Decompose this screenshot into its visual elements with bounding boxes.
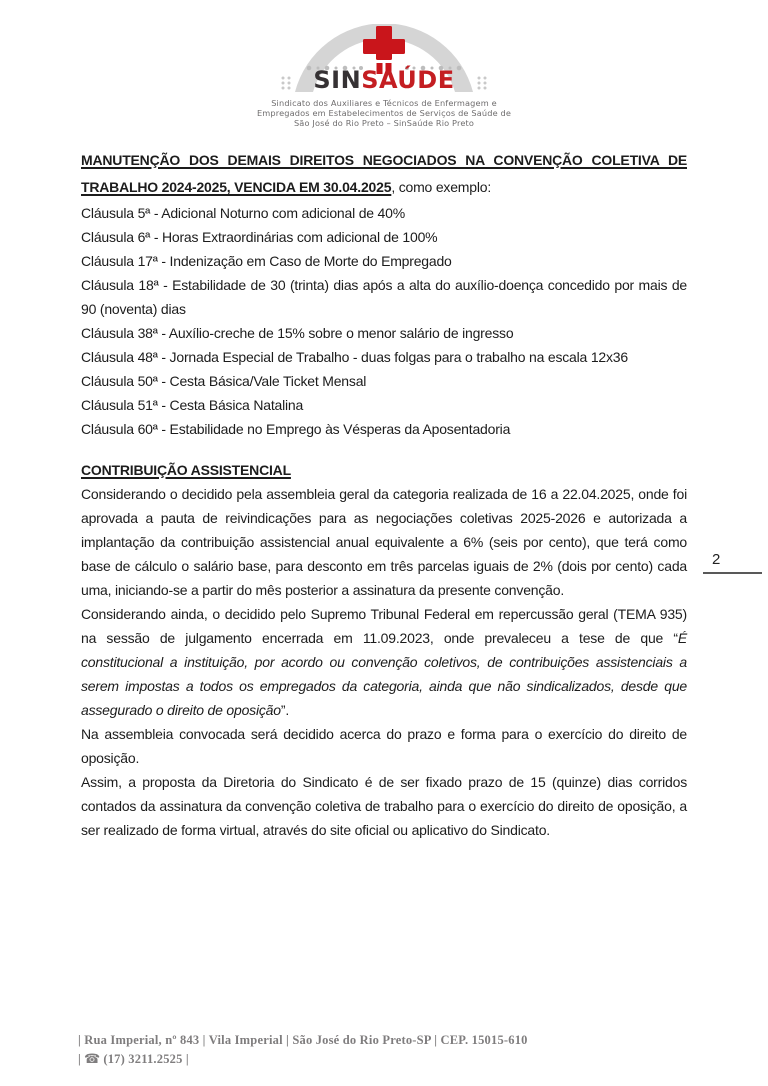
- paragraph-assembleia: Considerando o decidido pela assembleia geral da categoria realizada de 16 a 22.04.2025, onde foi aprovada a pauta de reivindicações para as negociações coletivas 2025-2026 e autorizada a implantação da contribuição assistencial anual equivalente a 6% (seis por cento), que terá como base de cálculo o salário base, para desconto em três parcelas iguais de 2% (dois por cento) cada uma, iniciando-se a partir do mês posterior a assinatura da presente convenção.: [81, 486, 687, 598]
- phone-icon: ☎: [83, 1052, 101, 1067]
- document-body: [81, 147, 687, 842]
- clause-list: [81, 201, 687, 441]
- page-number-value: 2: [712, 551, 721, 568]
- logo-brand-sin: SIN: [313, 66, 362, 94]
- logo: [256, 24, 512, 130]
- page-footer: [78, 1031, 528, 1069]
- section-heading: CONTRIBUIÇÃO ASSISTENCIAL: [81, 462, 291, 478]
- paragraph-prazo: Assim, a proposta da Diretoria do Sindicato é de ser fixado prazo de 15 (quinze) dias corridos contados da assinatura da convenção coletiva de trabalho para o exercício do direito de oposição, a ser realizado de forma virtual, através do site oficial ou aplicativo do Sindicato.: [81, 774, 687, 838]
- footer-phone-number: (17) 3211.2525 |: [103, 1052, 189, 1066]
- paragraph-stf-quote: É constitucional a instituição, por acordo ou convenção coletivos, de contribuições assistenciais a serem impostas a todos os empregados da categoria, ainda que não sindicalizados, desde que assegurado o direito de oposição: [81, 630, 687, 718]
- logo-brand-saude: SAÚDE: [361, 66, 455, 94]
- clause-item: Cláusula 50ª - Cesta Básica/Vale Ticket Mensal: [81, 373, 367, 389]
- paragraph-stf-intro: Considerando ainda, o decidido pelo Supremo Tribunal Federal em repercussão geral (TEMA 935) na sessão de julgamento encerrada em 11.09.2023, onde prevaleceu a tese de que “: [81, 606, 687, 646]
- footer-address: | Rua Imperial, nº 843 | Vila Imperial | São José do Rio Preto-SP | CEP. 15015-610: [78, 1033, 528, 1047]
- clause-item: Cláusula 51ª - Cesta Básica Natalina: [81, 397, 304, 413]
- clause-item: Cláusula 6ª - Horas Extraordinárias com adicional de 100%: [81, 229, 438, 245]
- clause-item: Cláusula 17ª - Indenização em Caso de Morte do Empregado: [81, 253, 452, 269]
- logo-subtitle-line: Empregados em Estabelecimentos de Serviços de Saúde de: [256, 108, 512, 118]
- footer-phone-separator: |: [78, 1052, 81, 1066]
- main-heading: [81, 147, 687, 201]
- footer-phone-line: [78, 1050, 528, 1069]
- paragraph-oposicao: Na assembleia convocada será decidido acerca do prazo e forma para o exercício do direito de oposição.: [81, 726, 687, 766]
- clause-item: Cláusula 38ª - Auxílio-creche de 15% sobre o menor salário de ingresso: [81, 325, 514, 341]
- logo-subtitle-line: São José do Rio Preto – SinSaúde Rio Preto: [293, 118, 475, 128]
- clause-item: Cláusula 5ª - Adicional Noturno com adicional de 40%: [81, 205, 405, 221]
- main-heading-underlined: MANUTENÇÃO DOS DEMAIS DIREITOS NEGOCIADOS NA CONVENÇÃO COLETIVA DE TRABALHO 2024-2025, VENCIDA EM 30.04.2025: [81, 152, 687, 195]
- paragraph-stf-close: ”.: [280, 702, 290, 718]
- main-heading-tail: , como exemplo:: [391, 179, 492, 195]
- clause-item: Cláusula 18ª - Estabilidade de 30 (trinta) dias após a alta do auxílio-doença concedido por mais de 90 (noventa) dias: [81, 277, 687, 317]
- clause-item: Cláusula 60ª - Estabilidade no Emprego às Vésperas da Aposentadoria: [81, 421, 511, 437]
- logo-subtitle: [249, 98, 519, 128]
- clause-item: Cláusula 48ª - Jornada Especial de Trabalho - duas folgas para o trabalho na escala 12x36: [81, 349, 628, 365]
- logo-wordmark: [279, 67, 489, 93]
- paragraph-stf: [81, 602, 687, 722]
- page-number: [703, 551, 762, 574]
- logo-subtitle-line: Sindicato dos Auxiliares e Técnicos de Enfermagem e: [271, 98, 497, 108]
